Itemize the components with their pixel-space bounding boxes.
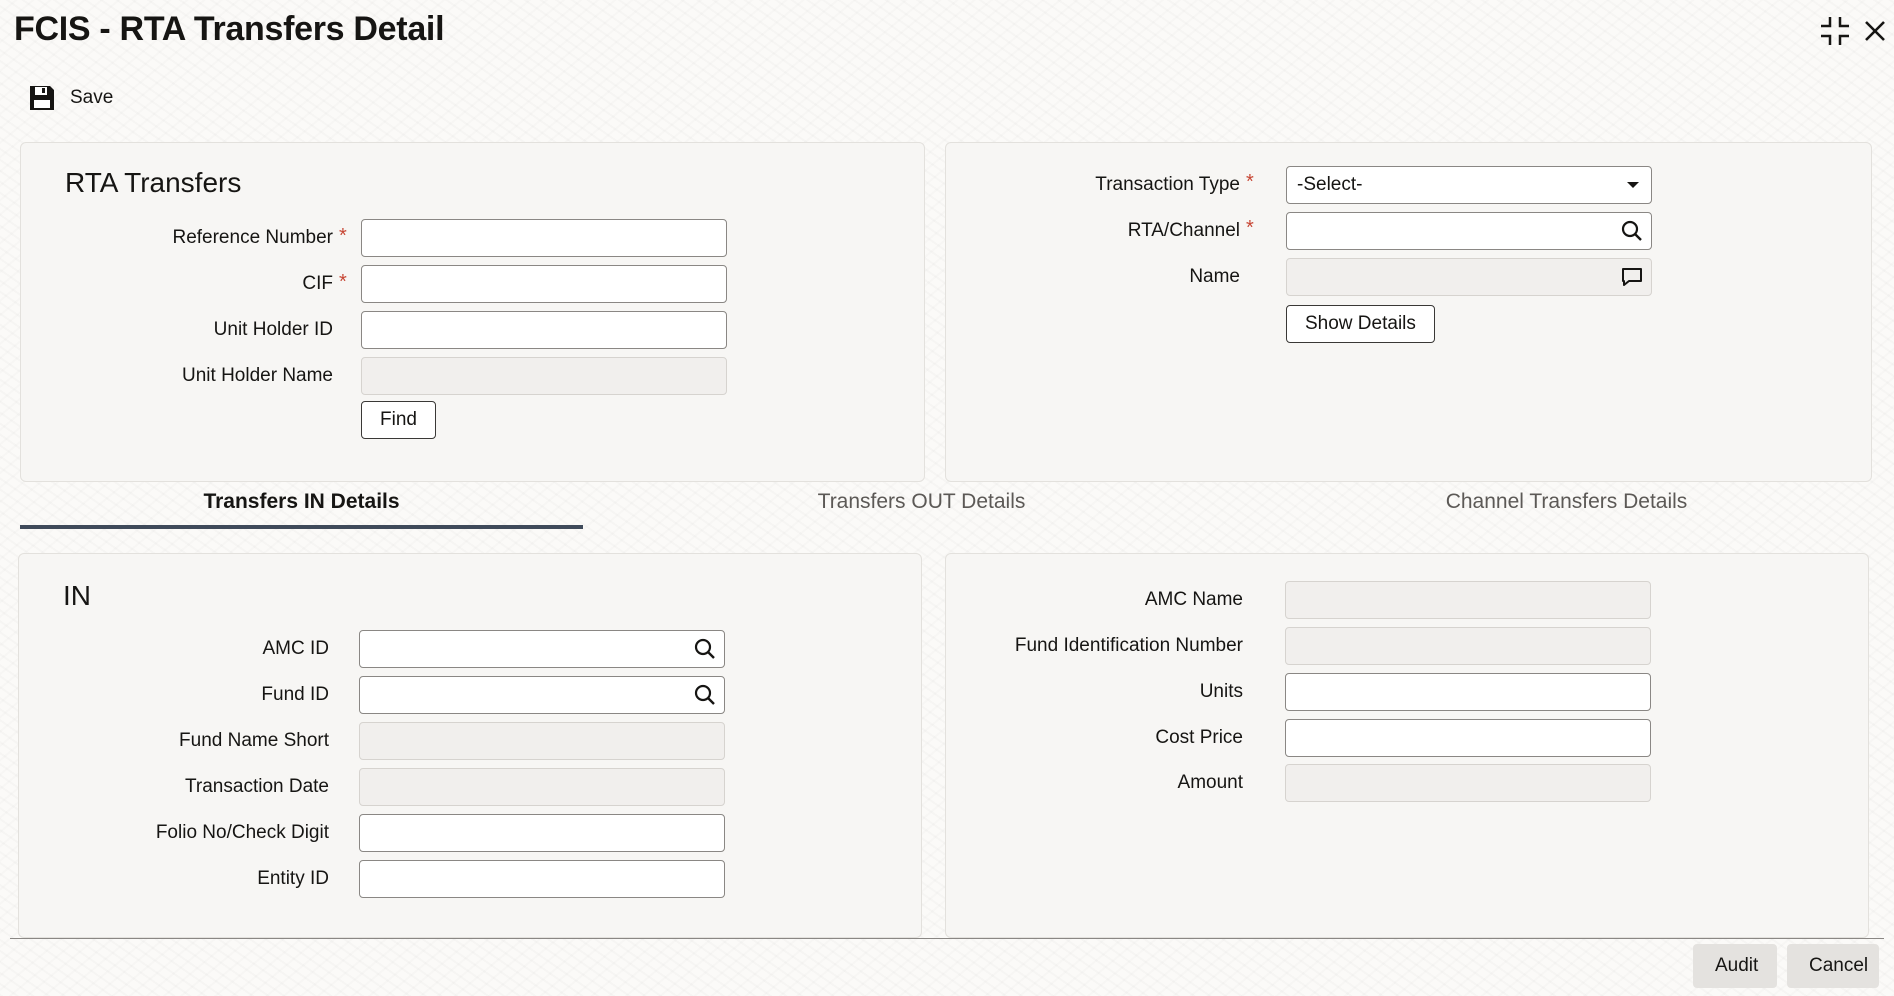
window-title: FCIS - RTA Transfers Detail xyxy=(14,10,445,48)
fund-id-field xyxy=(359,676,725,714)
save-button[interactable] xyxy=(28,84,113,112)
transaction-date-label: Transaction Date xyxy=(185,776,329,797)
cost-price-label: Cost Price xyxy=(1155,727,1243,748)
reference-number-label: Reference Number xyxy=(172,227,333,248)
folio-no-input[interactable] xyxy=(359,814,725,852)
name-input xyxy=(1286,258,1652,296)
floppy-disk-icon xyxy=(28,84,56,112)
section-title-in: IN xyxy=(63,580,91,611)
amc-id-label: AMC ID xyxy=(262,638,329,659)
search-icon[interactable] xyxy=(693,683,717,707)
transaction-date-input xyxy=(359,768,725,806)
cif-label: CIF xyxy=(302,273,333,294)
find-button[interactable]: Find xyxy=(361,401,436,439)
transaction-type-value: -Select- xyxy=(1297,174,1363,195)
amc-name-label: AMC Name xyxy=(1144,589,1243,610)
tab-transfers-in[interactable]: Transfers IN Details xyxy=(203,490,400,513)
cif-input[interactable] xyxy=(361,265,727,303)
cost-price-input[interactable] xyxy=(1285,719,1651,757)
rta-channel-label: RTA/Channel xyxy=(1127,220,1240,241)
fund-name-short-label: Fund Name Short xyxy=(179,730,329,751)
cancel-button[interactable]: Cancel xyxy=(1787,944,1879,988)
fund-identification-number-input xyxy=(1285,627,1651,665)
fund-id-label: Fund ID xyxy=(261,684,329,705)
units-label: Units xyxy=(1199,681,1243,702)
entity-id-input[interactable] xyxy=(359,860,725,898)
rta-transfers-panel xyxy=(20,142,925,482)
transaction-type-select[interactable] xyxy=(1286,166,1652,204)
audit-button[interactable]: Audit xyxy=(1693,944,1777,988)
unit-holder-name-label: Unit Holder Name xyxy=(182,365,333,386)
units-input[interactable] xyxy=(1285,673,1651,711)
amc-name-input xyxy=(1285,581,1651,619)
amc-id-field xyxy=(359,630,725,668)
rta-channel-input[interactable] xyxy=(1286,212,1652,250)
required-marker: * xyxy=(339,225,347,247)
active-tab-underline xyxy=(20,525,583,529)
required-marker: * xyxy=(339,271,347,293)
unit-holder-id-input[interactable] xyxy=(361,311,727,349)
close-icon[interactable] xyxy=(1858,14,1892,48)
in-details-panel xyxy=(945,553,1869,938)
reference-number-input[interactable] xyxy=(361,219,727,257)
section-title-rta: RTA Transfers xyxy=(65,167,242,198)
save-label: Save xyxy=(70,87,114,108)
unit-holder-name-input xyxy=(361,357,727,395)
tab-transfers-out[interactable]: Transfers OUT Details xyxy=(817,490,1026,513)
comment-icon[interactable] xyxy=(1620,265,1644,289)
required-marker: * xyxy=(1246,171,1254,193)
transaction-panel xyxy=(945,142,1872,482)
amount-label: Amount xyxy=(1177,772,1243,793)
collapse-icon[interactable] xyxy=(1818,14,1852,48)
in-panel xyxy=(18,553,922,938)
search-icon[interactable] xyxy=(693,637,717,661)
unit-holder-id-label: Unit Holder ID xyxy=(213,319,333,340)
footer-divider xyxy=(10,938,1884,939)
transaction-type-label: Transaction Type xyxy=(1095,174,1240,195)
show-details-button[interactable]: Show Details xyxy=(1286,305,1435,343)
search-icon[interactable] xyxy=(1620,219,1644,243)
name-field xyxy=(1286,258,1652,296)
fund-identification-number-label: Fund Identification Number xyxy=(1014,635,1243,656)
folio-no-label: Folio No/Check Digit xyxy=(155,822,329,843)
required-marker: * xyxy=(1246,217,1254,239)
fund-name-short-input xyxy=(359,722,725,760)
amount-input xyxy=(1285,764,1651,802)
entity-id-label: Entity ID xyxy=(257,868,329,889)
fund-id-input[interactable] xyxy=(359,676,725,714)
caret-down-icon xyxy=(1625,180,1641,190)
name-label: Name xyxy=(1189,266,1240,287)
tab-channel-transfers[interactable]: Channel Transfers Details xyxy=(1445,490,1688,513)
rta-channel-field xyxy=(1286,212,1652,250)
amc-id-input[interactable] xyxy=(359,630,725,668)
